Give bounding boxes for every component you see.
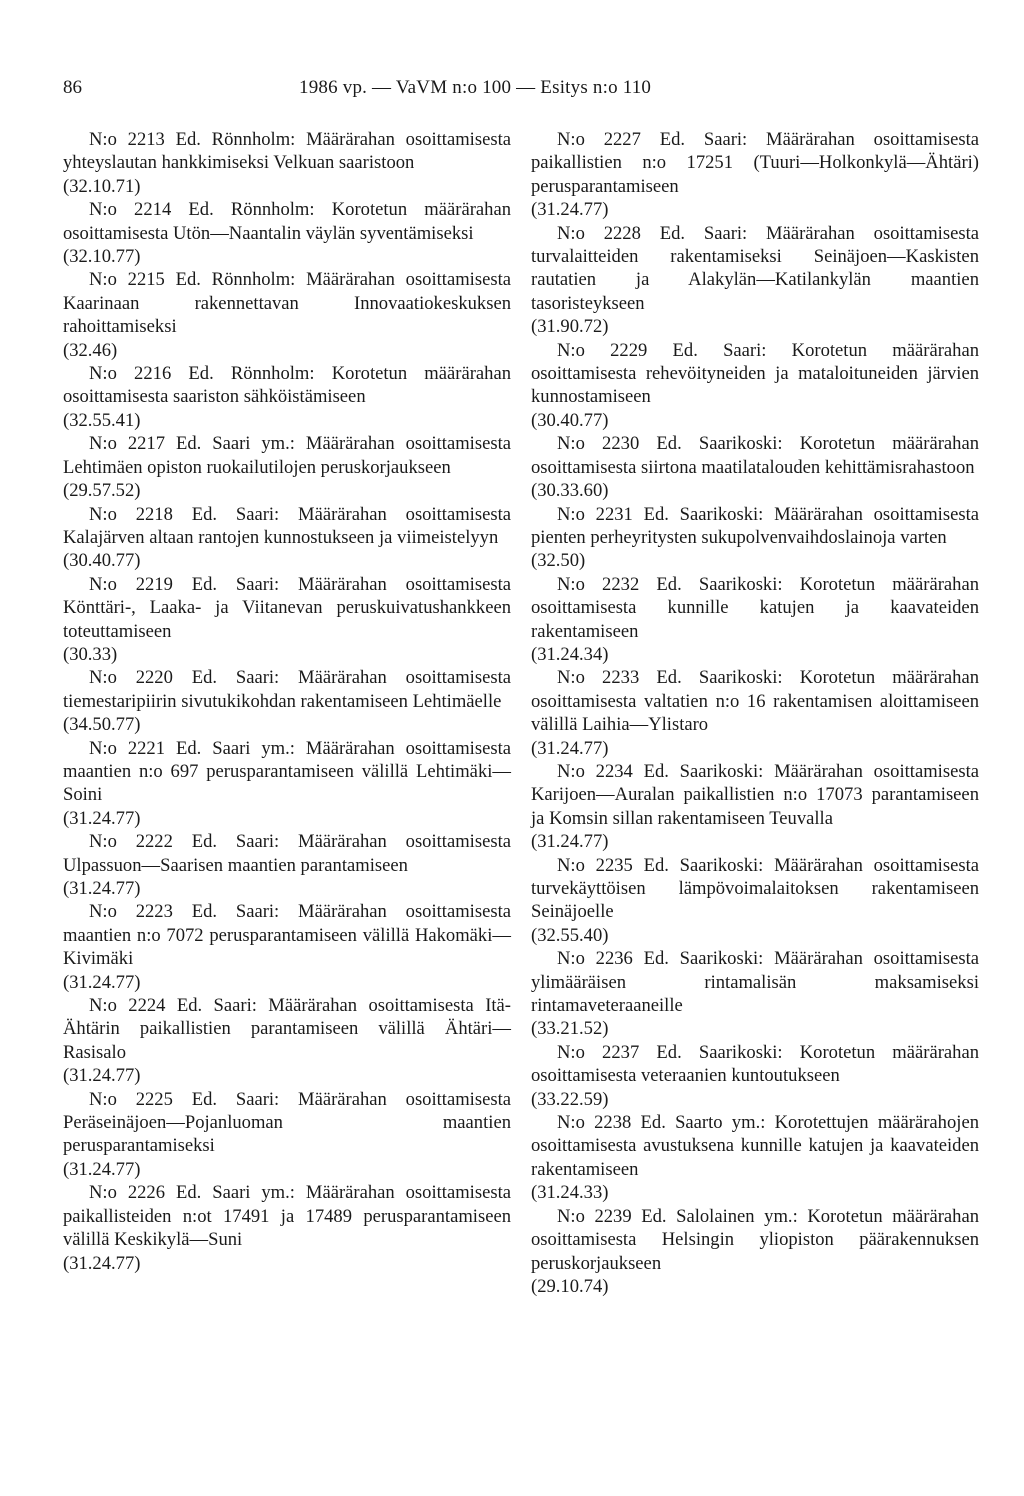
motion-text: N:o 2231 Ed. Saarikoski: Määrärahan osoittamisesta pienten perheyritysten sukupolvenvaihdoslainoja varten — [531, 503, 979, 548]
motion-text: N:o 2222 Ed. Saari: Määrärahan osoittamisesta Ulpassuon—Saarisen maantien parantamiseen — [63, 831, 511, 876]
motion-text: N:o 2217 Ed. Saari ym.: Määrärahan osoittamisesta Lehtimäen opiston ruokailutilojen peruskorjaukseen — [63, 433, 511, 478]
motion-entry — [531, 760, 979, 854]
page-number: 86 — [63, 77, 82, 98]
motion-entry — [531, 947, 979, 1041]
budget-reference: (32.46) — [63, 339, 118, 361]
budget-reference: (33.21.52) — [531, 1018, 609, 1040]
motion-entry — [63, 994, 511, 1088]
motion-entry — [63, 362, 511, 432]
motion-text: N:o 2224 Ed. Saari: Määrärahan osoittamisesta Itä-Ähtärin paikallistien parantamiseen välillä Ähtäri—Rasisalo — [63, 995, 511, 1063]
motion-text: N:o 2230 Ed. Saarikoski: Korotetun määrärahan osoittamisesta siirtona maatilatalouden kehittämisrahastoon — [531, 433, 979, 478]
budget-reference: (30.40.77) — [63, 550, 141, 572]
motion-text: N:o 2227 Ed. Saari: Määrärahan osoittamisesta paikallistien n:o 17251 (Tuuri—Holkonkylä—Ähtäri) perusparantamiseen — [531, 129, 979, 197]
budget-reference: (30.33.60) — [531, 480, 609, 502]
budget-reference: (31.24.77) — [63, 878, 141, 899]
motion-entry — [531, 1205, 979, 1299]
budget-reference: (31.24.77) — [531, 737, 609, 759]
motion-text: N:o 2213 Ed. Rönnholm: Määrärahan osoittamisesta yhteyslautan hankkimiseksi Velkuan saaristoon — [63, 129, 511, 174]
budget-reference: (32.55.41) — [63, 409, 141, 431]
motion-text: N:o 2236 Ed. Saarikoski: Määrärahan osoittamisesta ylimääräisen rintamalisän maksamiseksi rintamaveteraaneille — [531, 948, 979, 1017]
budget-reference: (34.50.77) — [63, 714, 141, 736]
motion-text: N:o 2234 Ed. Saarikoski: Määrärahan osoittamisesta Karijoen—Auralan paikallistien n:o 17073 parantamiseen ja Komsin sillan rakentamiseen Teuvalla — [531, 760, 979, 829]
motion-entry — [531, 339, 979, 433]
motion-entry — [63, 900, 511, 994]
right-column — [531, 128, 979, 1298]
motion-entry — [63, 268, 511, 362]
page-header — [63, 74, 963, 102]
motion-text: N:o 2214 Ed. Rönnholm: Korotetun määrärahan osoittamisesta Utön—Naantalin väylän syventämiseksi — [63, 199, 511, 244]
budget-reference: (32.55.40) — [531, 924, 609, 946]
motion-text: N:o 2233 Ed. Saarikoski: Korotetun määrärahan osoittamisesta valtatien n:o 16 rakentamisen aloittamiseen välillä Laihia—Ylistaro — [531, 667, 979, 736]
motion-entry — [531, 1111, 979, 1205]
motion-text: N:o 2232 Ed. Saarikoski: Korotetun määrärahan osoittamisesta kunnille katujen ja kaavateiden rakentamiseen — [531, 573, 979, 642]
budget-reference: (31.24.77) — [63, 1065, 141, 1087]
budget-reference: (31.90.72) — [531, 316, 609, 338]
budget-reference: (31.24.77) — [63, 971, 141, 993]
budget-reference: (31.24.77) — [63, 807, 141, 829]
left-column — [63, 128, 511, 1275]
motion-entry — [63, 1088, 511, 1182]
budget-reference: (31.24.34) — [531, 643, 609, 665]
motion-entry — [531, 222, 979, 339]
budget-reference: (31.24.77) — [63, 1158, 141, 1180]
motion-text: N:o 2226 Ed. Saari ym.: Määrärahan osoittamisesta paikallisteiden n:ot 17491 ja 17489 perusparantamiseen välillä Keskikylä—Suni — [63, 1182, 511, 1251]
motion-text: N:o 2223 Ed. Saari: Määrärahan osoittamisesta maantien n:o 7072 perusparantamiseen välillä Hakomäki—Kivimäki — [63, 901, 511, 970]
motion-entry — [531, 128, 979, 222]
motion-text: N:o 2215 Ed. Rönnholm: Määrärahan osoittamisesta Kaarinaan rakennettavan Innovaatiokeskuksen rahoittamiseksi — [63, 269, 511, 338]
motion-text: N:o 2221 Ed. Saari ym.: Määrärahan osoittamisesta maantien n:o 697 perusparantamiseen välillä Lehtimäki—Soini — [63, 737, 511, 806]
budget-reference: (31.24.77) — [531, 199, 609, 221]
motion-text: N:o 2225 Ed. Saari: Määrärahan osoittamisesta Peräseinäjoen—Pojanluoman maantien perusparantamiseksi — [63, 1088, 511, 1157]
budget-reference: (32.10.71) — [63, 175, 141, 197]
budget-reference: (30.33) — [63, 643, 118, 665]
motion-text: N:o 2219 Ed. Saari: Määrärahan osoittamisesta Könttäri-, Laaka- ja Viitanevan peruskuivatushankkeen toteuttamiseen — [63, 573, 511, 642]
motion-text: N:o 2235 Ed. Saarikoski: Määrärahan osoittamisesta turvekäyttöisen lämpövoimalaitoksen rakentamiseen Seinäjoelle — [531, 854, 979, 923]
motion-text: N:o 2238 Ed. Saarto ym.: Korotettujen määrärahojen osoittamisesta avustuksena kunnille katujen ja kaavateiden rakentamiseen — [531, 1112, 979, 1180]
motion-entry — [63, 128, 511, 198]
motion-entry — [531, 666, 979, 760]
budget-reference: (29.57.52) — [63, 480, 141, 502]
motion-entry — [531, 854, 979, 948]
budget-reference: (32.10.77) — [63, 246, 141, 268]
running-head: 1986 vp. — VaVM n:o 100 — Esitys n:o 110 — [299, 77, 652, 98]
motion-entry — [531, 573, 979, 667]
motion-entry — [63, 1181, 511, 1275]
motion-entry — [63, 432, 511, 502]
motion-text: N:o 2218 Ed. Saari: Määrärahan osoittamisesta Kalajärven altaan rantojen kunnostukseen ja viimeistelyyn — [63, 503, 511, 548]
motion-entry — [63, 198, 511, 268]
motion-text: N:o 2228 Ed. Saari: Määrärahan osoittamisesta turvalaitteiden rakentamiseksi Seinäjoen—Kaskisten rautatien ja Alakylän—Katilankylän maantien tasoristeykseen — [531, 222, 979, 314]
motion-entry — [531, 432, 979, 502]
budget-reference: (31.24.77) — [63, 1252, 141, 1274]
budget-reference: (32.50) — [531, 550, 586, 572]
motion-text: N:o 2216 Ed. Rönnholm: Korotetun määrärahan osoittamisesta saariston sähköistämiseen — [63, 363, 511, 408]
motion-entry — [63, 666, 511, 736]
motion-entry — [531, 1041, 979, 1111]
motion-text: N:o 2220 Ed. Saari: Määrärahan osoittamisesta tiemestaripiirin sivutukikohdan rakentamiseen Lehtimäelle — [63, 667, 511, 712]
budget-reference: (31.24.33) — [531, 1182, 609, 1204]
budget-reference: (31.24.77) — [531, 831, 609, 853]
motion-entry — [63, 830, 511, 900]
motion-text: N:o 2237 Ed. Saarikoski: Korotetun määrärahan osoittamisesta veteraanien kuntoutukseen — [531, 1041, 979, 1087]
motion-text: N:o 2239 Ed. Salolainen ym.: Korotetun määrärahan osoittamisesta Helsingin yliopiston päärakennuksen peruskorjaukseen — [531, 1205, 979, 1274]
motion-entry — [63, 573, 511, 667]
motion-entry — [531, 503, 979, 573]
motion-text: N:o 2229 Ed. Saari: Korotetun määrärahan osoittamisesta rehevöityneiden ja mataloituneiden järvien kunnostamiseen — [531, 339, 979, 408]
motion-entry — [63, 503, 511, 573]
budget-reference: (29.10.74) — [531, 1275, 609, 1297]
budget-reference: (33.22.59) — [531, 1088, 609, 1110]
motion-entry — [63, 737, 511, 831]
budget-reference: (30.40.77) — [531, 409, 609, 431]
